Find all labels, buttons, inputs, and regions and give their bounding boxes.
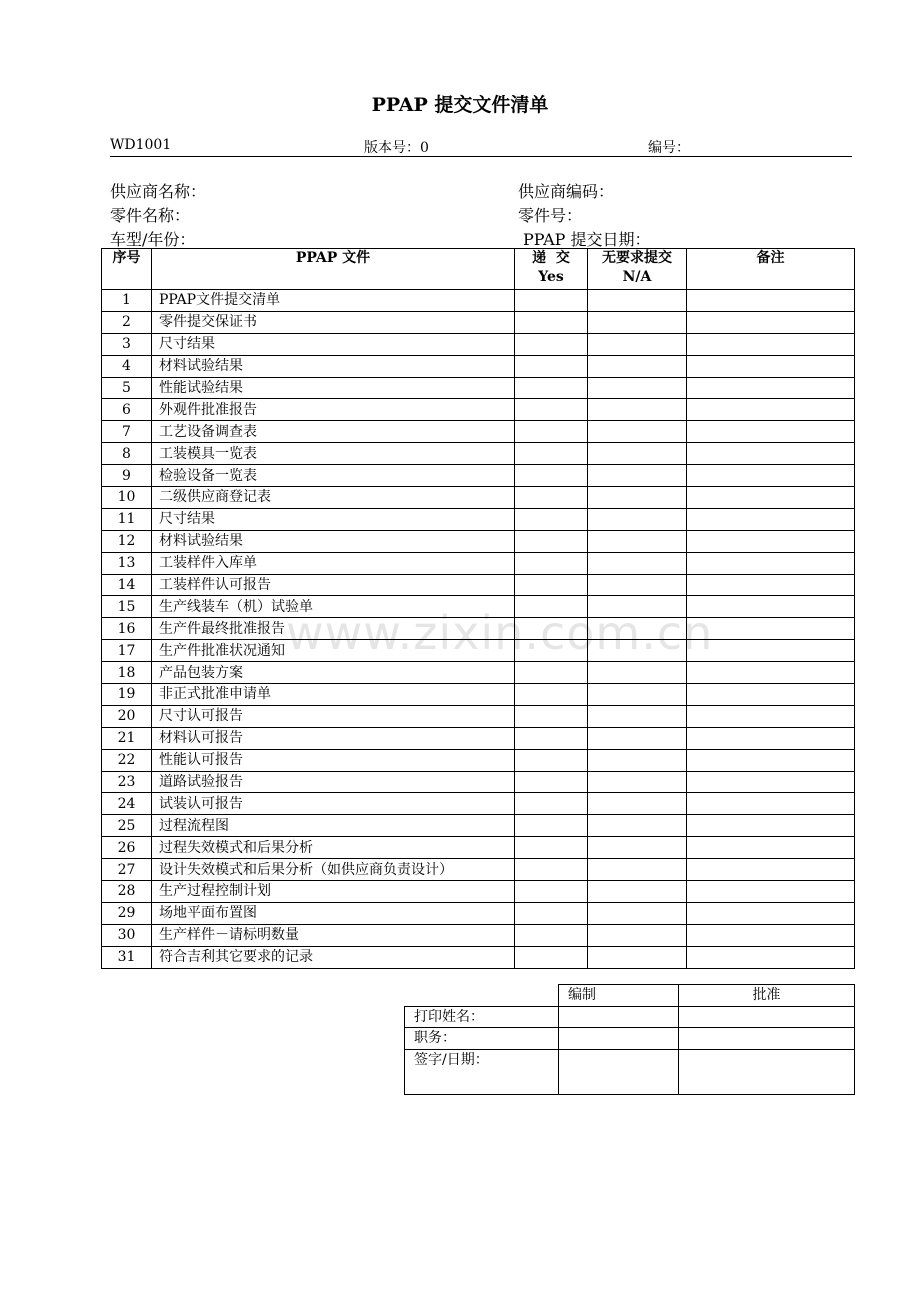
row-na-cell[interactable] xyxy=(588,355,687,377)
row-na-cell[interactable] xyxy=(588,837,687,859)
print-name-label: 打印姓名： xyxy=(405,1006,559,1028)
row-document-name: 二级供应商登记表 xyxy=(152,487,515,509)
row-document-name: 检验设备一览表 xyxy=(152,465,515,487)
row-number: 25 xyxy=(102,815,152,837)
row-document-name: 工装模具一览表 xyxy=(152,443,515,465)
row-submit-cell[interactable] xyxy=(515,399,588,421)
row-submit-cell[interactable] xyxy=(515,574,588,596)
row-submit-cell[interactable] xyxy=(515,596,588,618)
row-remark-cell[interactable] xyxy=(687,815,855,837)
row-remark-cell[interactable] xyxy=(687,421,855,443)
table-row xyxy=(102,859,855,881)
ppap-document-table xyxy=(101,248,855,969)
row-number: 10 xyxy=(102,487,152,509)
row-submit-cell[interactable] xyxy=(515,924,588,946)
row-submit-cell[interactable] xyxy=(515,793,588,815)
row-document-name: 性能认可报告 xyxy=(152,749,515,771)
row-number: 2 xyxy=(102,311,152,333)
row-number: 3 xyxy=(102,333,152,355)
row-remark-cell[interactable] xyxy=(687,530,855,552)
table-row xyxy=(102,596,855,618)
row-na-cell[interactable] xyxy=(588,618,687,640)
row-na-cell[interactable] xyxy=(588,596,687,618)
row-remark-cell[interactable] xyxy=(687,946,855,968)
supplier-code-label: 供应商编码： xyxy=(518,182,615,201)
sign-corner-cell xyxy=(405,985,559,1007)
row-submit-cell[interactable] xyxy=(515,705,588,727)
row-number: 12 xyxy=(102,530,152,552)
row-remark-cell[interactable] xyxy=(687,684,855,706)
table-row xyxy=(102,355,855,377)
row-submit-cell[interactable] xyxy=(515,377,588,399)
page-title: PPAP 提交文件清单 xyxy=(371,94,549,116)
row-na-cell[interactable] xyxy=(588,421,687,443)
table-row xyxy=(102,881,855,903)
row-na-cell[interactable] xyxy=(588,399,687,421)
table-row xyxy=(102,508,855,530)
row-remark-cell[interactable] xyxy=(687,618,855,640)
row-number: 20 xyxy=(102,705,152,727)
row-remark-cell[interactable] xyxy=(687,465,855,487)
row-number: 29 xyxy=(102,902,152,924)
row-remark-cell[interactable] xyxy=(687,771,855,793)
row-document-name: 非正式批准申请单 xyxy=(152,684,515,706)
row-document-name: 符合吉利其它要求的记录 xyxy=(152,946,515,968)
row-na-cell[interactable] xyxy=(588,727,687,749)
row-number: 13 xyxy=(102,552,152,574)
row-document-name: 场地平面布置图 xyxy=(152,902,515,924)
row-na-cell[interactable] xyxy=(588,749,687,771)
row-document-name: 零件提交保证书 xyxy=(152,311,515,333)
row-submit-cell[interactable] xyxy=(515,552,588,574)
row-submit-cell[interactable] xyxy=(515,333,588,355)
row-remark-cell[interactable] xyxy=(687,552,855,574)
signature-prepare-cell[interactable] xyxy=(559,1049,679,1094)
table-row xyxy=(102,705,855,727)
row-number: 31 xyxy=(102,946,152,968)
row-na-cell[interactable] xyxy=(588,859,687,881)
version-label: 版本号：0 xyxy=(364,140,429,156)
table-row xyxy=(102,487,855,509)
row-document-name: PPAP文件提交清单 xyxy=(152,290,515,312)
signature-table xyxy=(404,984,855,1095)
watermark: www.zixin.com.cn xyxy=(286,606,714,660)
row-remark-cell[interactable] xyxy=(687,290,855,312)
row-na-cell[interactable] xyxy=(588,771,687,793)
row-remark-cell[interactable] xyxy=(687,640,855,662)
row-document-name: 生产过程控制计划 xyxy=(152,881,515,903)
part-number-label: 零件号： xyxy=(518,206,583,225)
row-document-name: 尺寸结果 xyxy=(152,333,515,355)
row-document-name: 过程失效模式和后果分析 xyxy=(152,837,515,859)
part-name-label: 零件名称： xyxy=(110,206,191,225)
row-submit-cell[interactable] xyxy=(515,443,588,465)
row-document-name: 生产样件－请标明数量 xyxy=(152,924,515,946)
row-na-cell[interactable] xyxy=(588,574,687,596)
row-document-name: 工装样件入库单 xyxy=(152,552,515,574)
table-row xyxy=(102,727,855,749)
row-remark-cell[interactable] xyxy=(687,902,855,924)
row-na-cell[interactable] xyxy=(588,508,687,530)
row-submit-cell[interactable] xyxy=(515,837,588,859)
row-document-name: 尺寸结果 xyxy=(152,508,515,530)
row-number: 17 xyxy=(102,640,152,662)
row-remark-cell[interactable] xyxy=(687,859,855,881)
row-submit-cell[interactable] xyxy=(515,902,588,924)
row-remark-cell[interactable] xyxy=(687,377,855,399)
row-na-cell[interactable] xyxy=(588,465,687,487)
row-remark-cell[interactable] xyxy=(687,487,855,509)
row-number: 26 xyxy=(102,837,152,859)
row-remark-cell[interactable] xyxy=(687,311,855,333)
row-remark-cell[interactable] xyxy=(687,399,855,421)
table-row xyxy=(102,749,855,771)
position-approve-cell[interactable] xyxy=(679,1028,855,1050)
row-number: 30 xyxy=(102,924,152,946)
row-remark-cell[interactable] xyxy=(687,333,855,355)
vehicle-year-label: 车型/年份： xyxy=(110,230,196,249)
col-na-header-line2: N/A xyxy=(622,269,652,285)
row-submit-cell[interactable] xyxy=(515,684,588,706)
print-name-prepare-cell[interactable] xyxy=(559,1006,679,1028)
table-row xyxy=(102,815,855,837)
row-document-name: 过程流程图 xyxy=(152,815,515,837)
row-na-cell[interactable] xyxy=(588,662,687,684)
row-na-cell[interactable] xyxy=(588,815,687,837)
row-document-name: 道路试验报告 xyxy=(152,771,515,793)
row-remark-cell[interactable] xyxy=(687,749,855,771)
row-remark-cell[interactable] xyxy=(687,355,855,377)
print-name-approve-cell[interactable] xyxy=(679,1006,855,1028)
table-row xyxy=(102,421,855,443)
row-na-cell[interactable] xyxy=(588,684,687,706)
row-document-name: 试装认可报告 xyxy=(152,793,515,815)
table-row xyxy=(102,552,855,574)
table-body xyxy=(102,290,855,969)
table-row xyxy=(102,684,855,706)
row-submit-cell[interactable] xyxy=(515,421,588,443)
row-na-cell[interactable] xyxy=(588,290,687,312)
row-submit-cell[interactable] xyxy=(515,640,588,662)
col-na-header xyxy=(588,249,687,290)
table-row xyxy=(102,924,855,946)
row-remark-cell[interactable] xyxy=(687,881,855,903)
position-label: 职务： xyxy=(405,1028,559,1050)
row-remark-cell[interactable] xyxy=(687,727,855,749)
row-submit-cell[interactable] xyxy=(515,618,588,640)
row-document-name: 工艺设备调查表 xyxy=(152,421,515,443)
row-submit-cell[interactable] xyxy=(515,465,588,487)
table-row xyxy=(102,946,855,968)
submit-date-label: PPAP 提交日期： xyxy=(523,230,651,249)
row-submit-cell[interactable] xyxy=(515,881,588,903)
row-na-cell[interactable] xyxy=(588,902,687,924)
row-document-name: 产品包装方案 xyxy=(152,662,515,684)
row-number: 16 xyxy=(102,618,152,640)
row-na-cell[interactable] xyxy=(588,311,687,333)
row-document-name: 设计失效模式和后果分析（如供应商负责设计） xyxy=(152,859,515,881)
table-header-row xyxy=(102,249,855,290)
position-prepare-cell[interactable] xyxy=(559,1028,679,1050)
row-submit-cell[interactable] xyxy=(515,771,588,793)
row-number: 14 xyxy=(102,574,152,596)
row-number: 7 xyxy=(102,421,152,443)
row-na-cell[interactable] xyxy=(588,946,687,968)
row-number: 27 xyxy=(102,859,152,881)
row-number: 6 xyxy=(102,399,152,421)
row-remark-cell[interactable] xyxy=(687,837,855,859)
col-submit-header-line1: 递 交 xyxy=(532,250,570,266)
row-na-cell[interactable] xyxy=(588,487,687,509)
table-row xyxy=(102,662,855,684)
row-remark-cell[interactable] xyxy=(687,508,855,530)
table-row xyxy=(102,443,855,465)
row-remark-cell[interactable] xyxy=(687,662,855,684)
row-remark-cell[interactable] xyxy=(687,793,855,815)
row-document-name: 尺寸认可报告 xyxy=(152,705,515,727)
table-row xyxy=(102,290,855,312)
col-remark-header: 备注 xyxy=(687,249,855,290)
row-remark-cell[interactable] xyxy=(687,705,855,727)
row-submit-cell[interactable] xyxy=(515,815,588,837)
row-number: 21 xyxy=(102,727,152,749)
col-doc-header: PPAP 文件 xyxy=(152,249,515,290)
col-seq-header: 序号 xyxy=(102,249,152,290)
table-row xyxy=(102,574,855,596)
row-na-cell[interactable] xyxy=(588,793,687,815)
prepare-header: 编制 xyxy=(559,985,679,1007)
row-remark-cell[interactable] xyxy=(687,443,855,465)
table-row xyxy=(102,771,855,793)
row-na-cell[interactable] xyxy=(588,552,687,574)
table-row xyxy=(102,793,855,815)
row-na-cell[interactable] xyxy=(588,881,687,903)
row-remark-cell[interactable] xyxy=(687,574,855,596)
row-number: 9 xyxy=(102,465,152,487)
table-row xyxy=(102,311,855,333)
table-row xyxy=(102,837,855,859)
row-number: 28 xyxy=(102,881,152,903)
row-document-name: 工装样件认可报告 xyxy=(152,574,515,596)
row-submit-cell[interactable] xyxy=(515,290,588,312)
table-row xyxy=(102,377,855,399)
table-row xyxy=(102,465,855,487)
table-row xyxy=(102,640,855,662)
document-code: WD1001 xyxy=(110,137,172,153)
row-number: 22 xyxy=(102,749,152,771)
row-remark-cell[interactable] xyxy=(687,596,855,618)
row-submit-cell[interactable] xyxy=(515,508,588,530)
signature-approve-cell[interactable] xyxy=(679,1049,855,1094)
row-number: 4 xyxy=(102,355,152,377)
table-row xyxy=(102,902,855,924)
col-submit-header-line2: Yes xyxy=(538,269,564,285)
row-submit-cell[interactable] xyxy=(515,749,588,771)
approve-header: 批准 xyxy=(679,985,855,1007)
row-document-name: 外观件批准报告 xyxy=(152,399,515,421)
row-submit-cell[interactable] xyxy=(515,487,588,509)
row-document-name: 生产线装车（机）试验单 xyxy=(152,596,515,618)
row-number: 19 xyxy=(102,684,152,706)
row-document-name: 生产件批准状况通知 xyxy=(152,640,515,662)
row-remark-cell[interactable] xyxy=(687,924,855,946)
header-divider xyxy=(110,156,852,157)
row-na-cell[interactable] xyxy=(588,530,687,552)
number-label: 编号： xyxy=(648,140,690,156)
row-document-name: 性能试验结果 xyxy=(152,377,515,399)
row-na-cell[interactable] xyxy=(588,333,687,355)
table-row xyxy=(102,530,855,552)
row-number: 23 xyxy=(102,771,152,793)
row-submit-cell[interactable] xyxy=(515,662,588,684)
row-document-name: 生产件最终批准报告 xyxy=(152,618,515,640)
row-na-cell[interactable] xyxy=(588,705,687,727)
row-number: 18 xyxy=(102,662,152,684)
supplier-name-label: 供应商名称： xyxy=(110,182,207,201)
signature-date-label: 签字/日期： xyxy=(405,1049,559,1094)
row-submit-cell[interactable] xyxy=(515,859,588,881)
col-na-header-line1: 无要求提交 xyxy=(602,250,672,266)
row-document-name: 材料试验结果 xyxy=(152,530,515,552)
table-row xyxy=(102,618,855,640)
row-submit-cell[interactable] xyxy=(515,946,588,968)
row-number: 24 xyxy=(102,793,152,815)
table-row xyxy=(102,333,855,355)
row-submit-cell[interactable] xyxy=(515,727,588,749)
row-na-cell[interactable] xyxy=(588,924,687,946)
row-submit-cell[interactable] xyxy=(515,311,588,333)
table-row xyxy=(102,399,855,421)
row-number: 15 xyxy=(102,596,152,618)
row-submit-cell[interactable] xyxy=(515,355,588,377)
row-na-cell[interactable] xyxy=(588,640,687,662)
row-na-cell[interactable] xyxy=(588,443,687,465)
row-na-cell[interactable] xyxy=(588,377,687,399)
row-number: 8 xyxy=(102,443,152,465)
row-number: 1 xyxy=(102,290,152,312)
row-submit-cell[interactable] xyxy=(515,530,588,552)
row-number: 5 xyxy=(102,377,152,399)
col-submit-header xyxy=(515,249,588,290)
row-number: 11 xyxy=(102,508,152,530)
row-document-name: 材料认可报告 xyxy=(152,727,515,749)
row-document-name: 材料试验结果 xyxy=(152,355,515,377)
